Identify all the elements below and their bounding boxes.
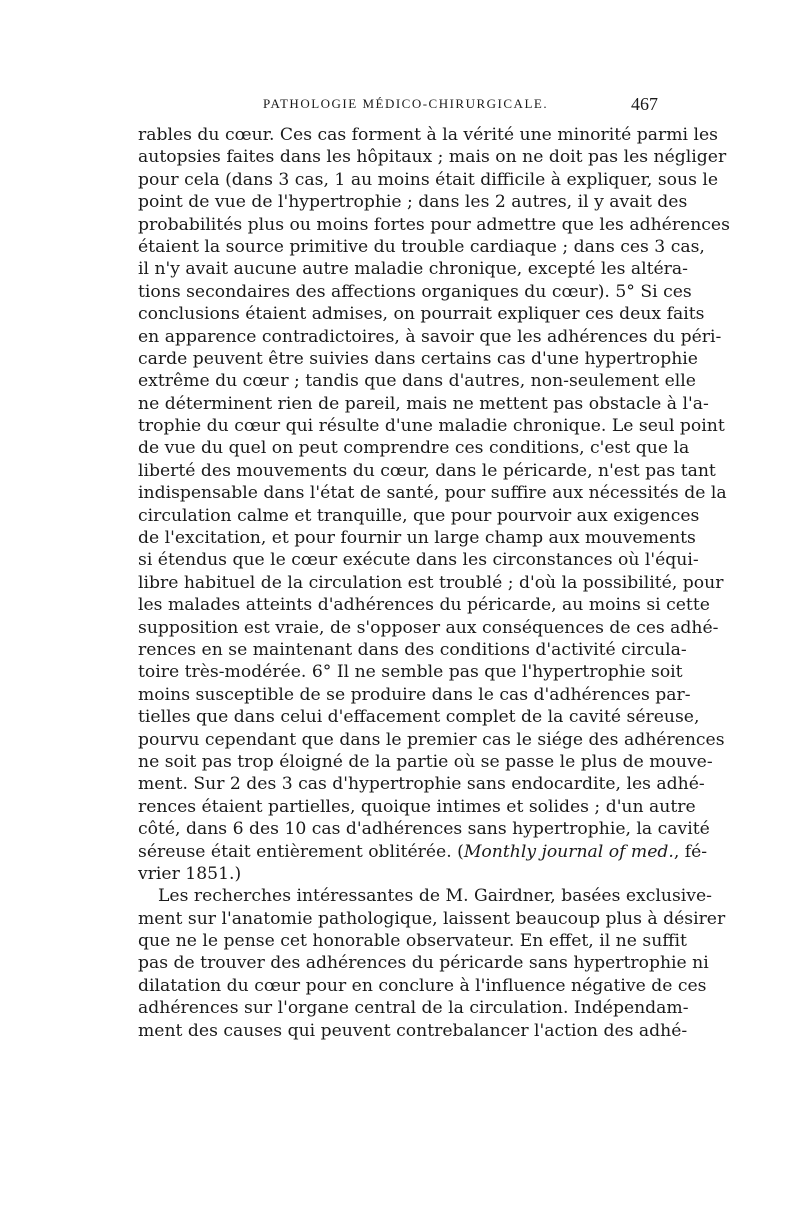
text-line: rences en se maintenant dans des conditions d'activité circula-	[138, 639, 687, 660]
text-line: liberté des mouvements du cœur, dans le péricarde, n'est pas tant	[138, 460, 716, 481]
text-line: point de vue de l'hypertrophie ; dans les 2 autres, il y avait des	[138, 192, 688, 213]
text-line: de vue du quel on peut comprendre ces conditions, c'est que la	[138, 438, 690, 459]
text-line: supposition est vraie, de s'opposer aux conséquences de ces adhé-	[138, 617, 719, 638]
journal-title: Monthly journal of med.	[463, 841, 674, 862]
text-line: rables du cœur. Ces cas forment à la vérité une minorité parmi les	[138, 125, 719, 145]
body-text	[138, 124, 730, 1042]
text-line: tielles que dans celui d'effacement complet de la cavité séreuse,	[138, 707, 700, 728]
text-line: pas de trouver des adhérences du péricarde sans hypertrophie ni	[138, 953, 709, 974]
text-line: conclusions étaient admises, on pourrait expliquer ces deux faits	[138, 304, 705, 325]
text-line: libre habituel de la circulation est troublé ; d'où la possibilité, pour	[138, 572, 724, 593]
text-line: autopsies faites dans les hôpitaux ; mais on ne doit pas les négliger	[138, 147, 727, 168]
text-line: si étendus que le cœur exécute dans les circonstances où l'équi-	[138, 550, 699, 571]
text-line: moins susceptible de se produire dans le cas d'adhérences par-	[138, 684, 691, 705]
page-number: 467	[631, 94, 658, 114]
text-line: ne soit pas trop éloigné de la partie où se passe le plus de mouve-	[138, 751, 713, 772]
running-title: PATHOLOGIE MÉDICO-CHIRURGICALE.	[263, 96, 549, 111]
text-line: trophie du cœur qui résulte d'une maladie chronique. Le seul point	[138, 416, 725, 437]
text-line: rences étaient partielles, quoique intimes et solides ; d'un autre	[138, 796, 696, 817]
text-line: étaient la source primitive du trouble cardiaque ; dans ces 3 cas,	[138, 236, 705, 257]
text-line: il n'y avait aucune autre maladie chronique, excepté les altéra-	[138, 259, 688, 280]
text-line: carde peuvent être suivies dans certains cas d'une hypertrophie	[138, 348, 698, 369]
text-line: ne déterminent rien de pareil, mais ne mettent pas obstacle à l'a-	[138, 393, 709, 414]
text-line-citation	[138, 841, 708, 863]
text-line: pour cela (dans 3 cas, 1 au moins était difficile à expliquer, sous le	[138, 169, 719, 190]
text-line: circulation calme et tranquille, que pour pourvoir aux exigences	[138, 505, 700, 526]
text-line: toire très-modérée. 6° Il ne semble pas que l'hypertrophie soit	[138, 662, 683, 683]
text-line: en apparence contradictoires, à savoir que les adhérences du péri-	[138, 326, 722, 347]
citation-lead: séreuse était entièrement oblitérée. (	[138, 841, 464, 862]
text-line: adhérences sur l'organe central de la circulation. Indépendam-	[138, 998, 689, 1019]
text-line: ment des causes qui peuvent contrebalancer l'action des adhé-	[138, 1020, 688, 1041]
text-line: pourvu cependant que dans le premier cas le siége des adhérences	[138, 729, 725, 750]
citation-tail: , fé-	[673, 841, 708, 862]
text-line: dilatation du cœur pour en conclure à l'influence négative de ces	[138, 975, 707, 996]
text-line: les malades atteints d'adhérences du péricarde, au moins si cette	[138, 595, 710, 616]
text-line: tions secondaires des affections organiques du cœur). 5° Si ces	[138, 281, 692, 302]
text-line-paragraph-start: Les recherches intéressantes de M. Gairdner, basées exclusive-	[158, 886, 712, 907]
text-line: probabilités plus ou moins fortes pour admettre que les adhérences	[138, 214, 730, 235]
text-line: ment. Sur 2 des 3 cas d'hypertrophie sans endocardite, les adhé-	[138, 774, 705, 795]
text-line: extrême du cœur ; tandis que dans d'autres, non-seulement elle	[138, 371, 696, 392]
text-line: vrier 1851.)	[138, 863, 242, 884]
text-line: de l'excitation, et pour fournir un large champ aux mouvements	[138, 528, 696, 549]
text-line: que ne le pense cet honorable observateur. En effet, il ne suffit	[138, 931, 687, 952]
text-line: indispensable dans l'état de santé, pour suffire aux nécessités de la	[138, 483, 727, 504]
text-line: ment sur l'anatomie pathologique, laissent beaucoup plus à désirer	[138, 908, 726, 929]
text-line: côté, dans 6 des 10 cas d'adhérences sans hypertrophie, la cavité	[138, 819, 710, 840]
